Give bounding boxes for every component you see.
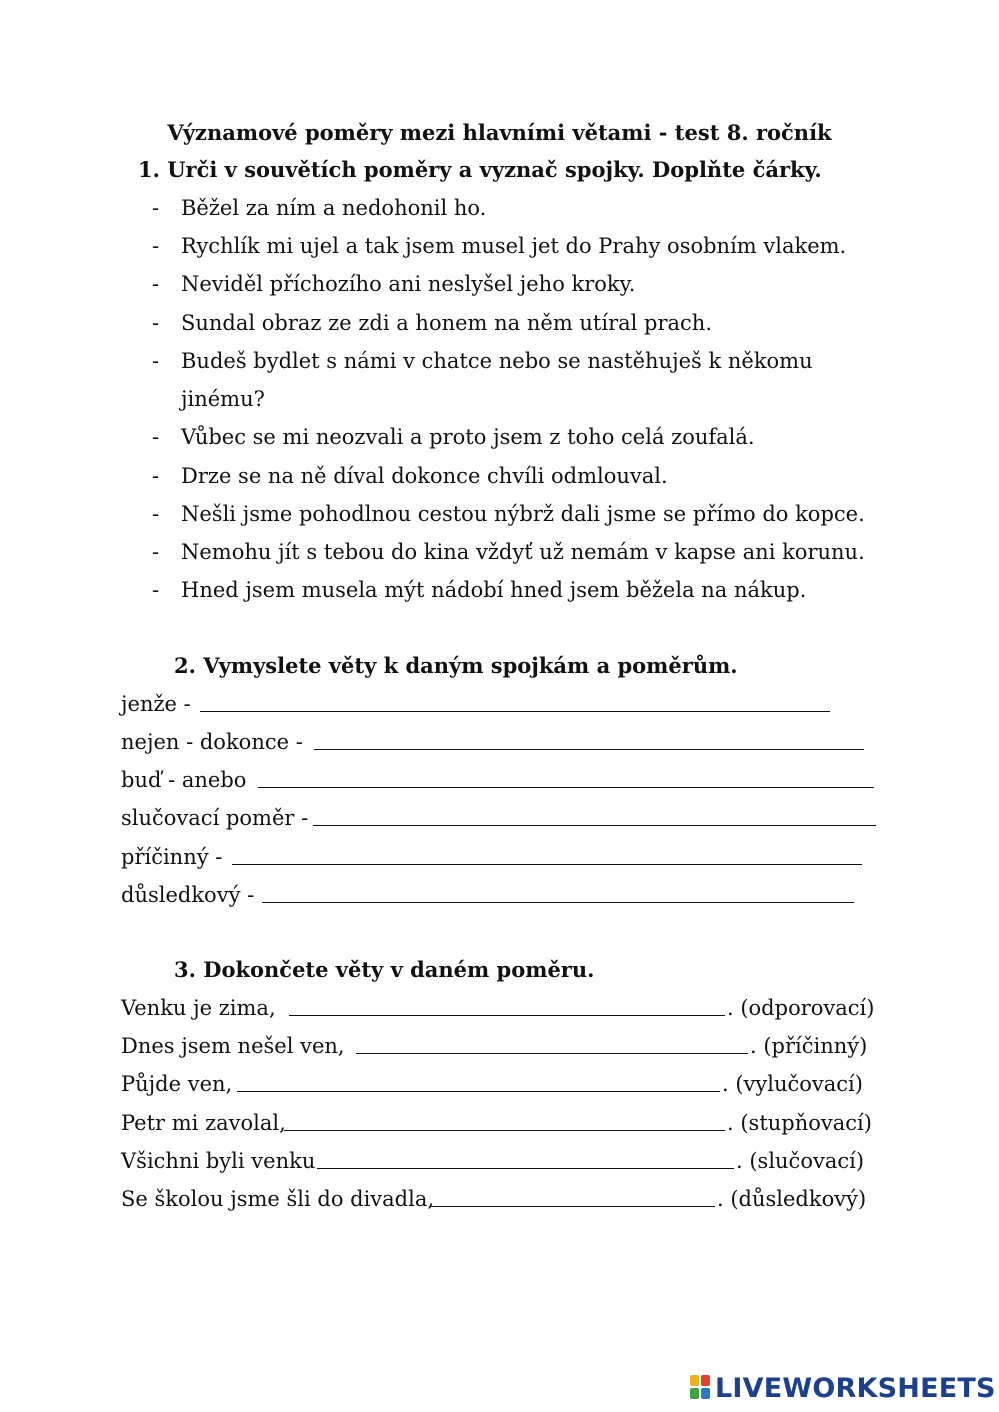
task1-sentence: Drze se na ně díval dokonce chvíli odmlouval.	[181, 464, 668, 488]
task1-sentence: Budeš bydlet s námi v chatce nebo se nastěhuješ k někomu	[181, 349, 813, 373]
bullet-dash: -	[152, 311, 160, 335]
answer-blank[interactable]	[289, 1015, 725, 1016]
task1-sentence: Nešli jsme pohodlnou cestou nýbrž dali jsme se přímo do kopce.	[181, 502, 865, 526]
logo-square-icon	[701, 1375, 710, 1386]
liveworksheets-logo-text: LIVEWORKSHEETS	[715, 1372, 996, 1404]
liveworksheets-logo[interactable]	[690, 1372, 996, 1404]
bullet-dash: -	[152, 502, 160, 526]
answer-blank[interactable]	[314, 749, 864, 750]
bullet-dash: -	[152, 425, 160, 449]
bullet-dash: -	[152, 272, 160, 296]
answer-blank[interactable]	[262, 902, 854, 903]
answer-blank[interactable]	[431, 1206, 715, 1207]
task3-sentence-start: Venku je zima,	[121, 996, 276, 1020]
task3-relation: . (odporovací)	[727, 996, 875, 1020]
bullet-dash: -	[152, 234, 160, 258]
task3-sentence-start: Půjde ven,	[121, 1072, 233, 1096]
task1-sentence: Neviděl příchozího ani neslyšel jeho kroky.	[181, 272, 636, 296]
task3-sentence-start: Petr mi zavolal,	[121, 1111, 286, 1135]
answer-blank[interactable]	[200, 711, 830, 712]
task3-relation: . (slučovací)	[736, 1149, 865, 1173]
task1-sentence: Nemohu jít s tebou do kina vždyť už nemám v kapse ani korunu.	[181, 540, 865, 564]
task3-sentence-start: Dnes jsem nešel ven,	[121, 1034, 345, 1058]
task1-sentence: Rychlík mi ujel a tak jsem musel jet do Prahy osobním vlakem.	[181, 234, 847, 258]
task2-heading: 2. Vymyslete věty k daným spojkám a poměrům.	[174, 653, 738, 678]
logo-square-icon	[690, 1375, 699, 1386]
task3-relation: . (důsledkový)	[717, 1187, 867, 1211]
answer-blank[interactable]	[356, 1053, 748, 1054]
page-title: Významové poměry mezi hlavními větami - test 8. ročník	[167, 120, 832, 145]
answer-blank[interactable]	[317, 1168, 734, 1169]
logo-square-icon	[690, 1388, 699, 1399]
answer-blank[interactable]	[237, 1091, 720, 1092]
task1-heading: 1. Urči v souvětích poměry a vyznač spojky. Doplňte čárky.	[138, 157, 822, 182]
bullet-dash: -	[152, 578, 160, 602]
task2-label: slučovací poměr -	[121, 806, 309, 830]
task1-sentence: Sundal obraz ze zdi a honem na něm utíral prach.	[181, 311, 712, 335]
answer-blank[interactable]	[284, 1130, 725, 1131]
logo-square-icon	[701, 1388, 710, 1399]
task3-relation: . (stupňovací)	[727, 1111, 872, 1135]
bullet-dash: -	[152, 196, 160, 220]
liveworksheets-logo-icon	[690, 1375, 712, 1401]
task2-label: jenže -	[121, 692, 191, 716]
task1-sentence-continuation: jinému?	[181, 387, 265, 411]
bullet-dash: -	[152, 349, 160, 373]
task2-label: důsledkový -	[121, 883, 255, 907]
task3-relation: . (vylučovací)	[722, 1072, 863, 1096]
bullet-dash: -	[152, 540, 160, 564]
task3-sentence-start: Všichni byli venku	[121, 1149, 316, 1173]
answer-blank[interactable]	[258, 787, 874, 788]
answer-blank[interactable]	[232, 864, 862, 865]
task2-label: buď - anebo	[121, 768, 247, 792]
task3-heading: 3. Dokončete věty v daném poměru.	[174, 957, 595, 982]
task2-label: příčinný -	[121, 845, 223, 869]
task1-sentence: Běžel za ním a nedohonil ho.	[181, 196, 487, 220]
task1-sentence: Hned jsem musela mýt nádobí hned jsem běžela na nákup.	[181, 578, 807, 602]
answer-blank[interactable]	[313, 825, 876, 826]
task3-relation: . (příčinný)	[750, 1034, 868, 1058]
task3-sentence-start: Se školou jsme šli do divadla,	[121, 1187, 435, 1211]
task2-label: nejen - dokonce -	[121, 730, 303, 754]
bullet-dash: -	[152, 464, 160, 488]
task1-sentence: Vůbec se mi neozvali a proto jsem z toho celá zoufalá.	[181, 425, 755, 449]
